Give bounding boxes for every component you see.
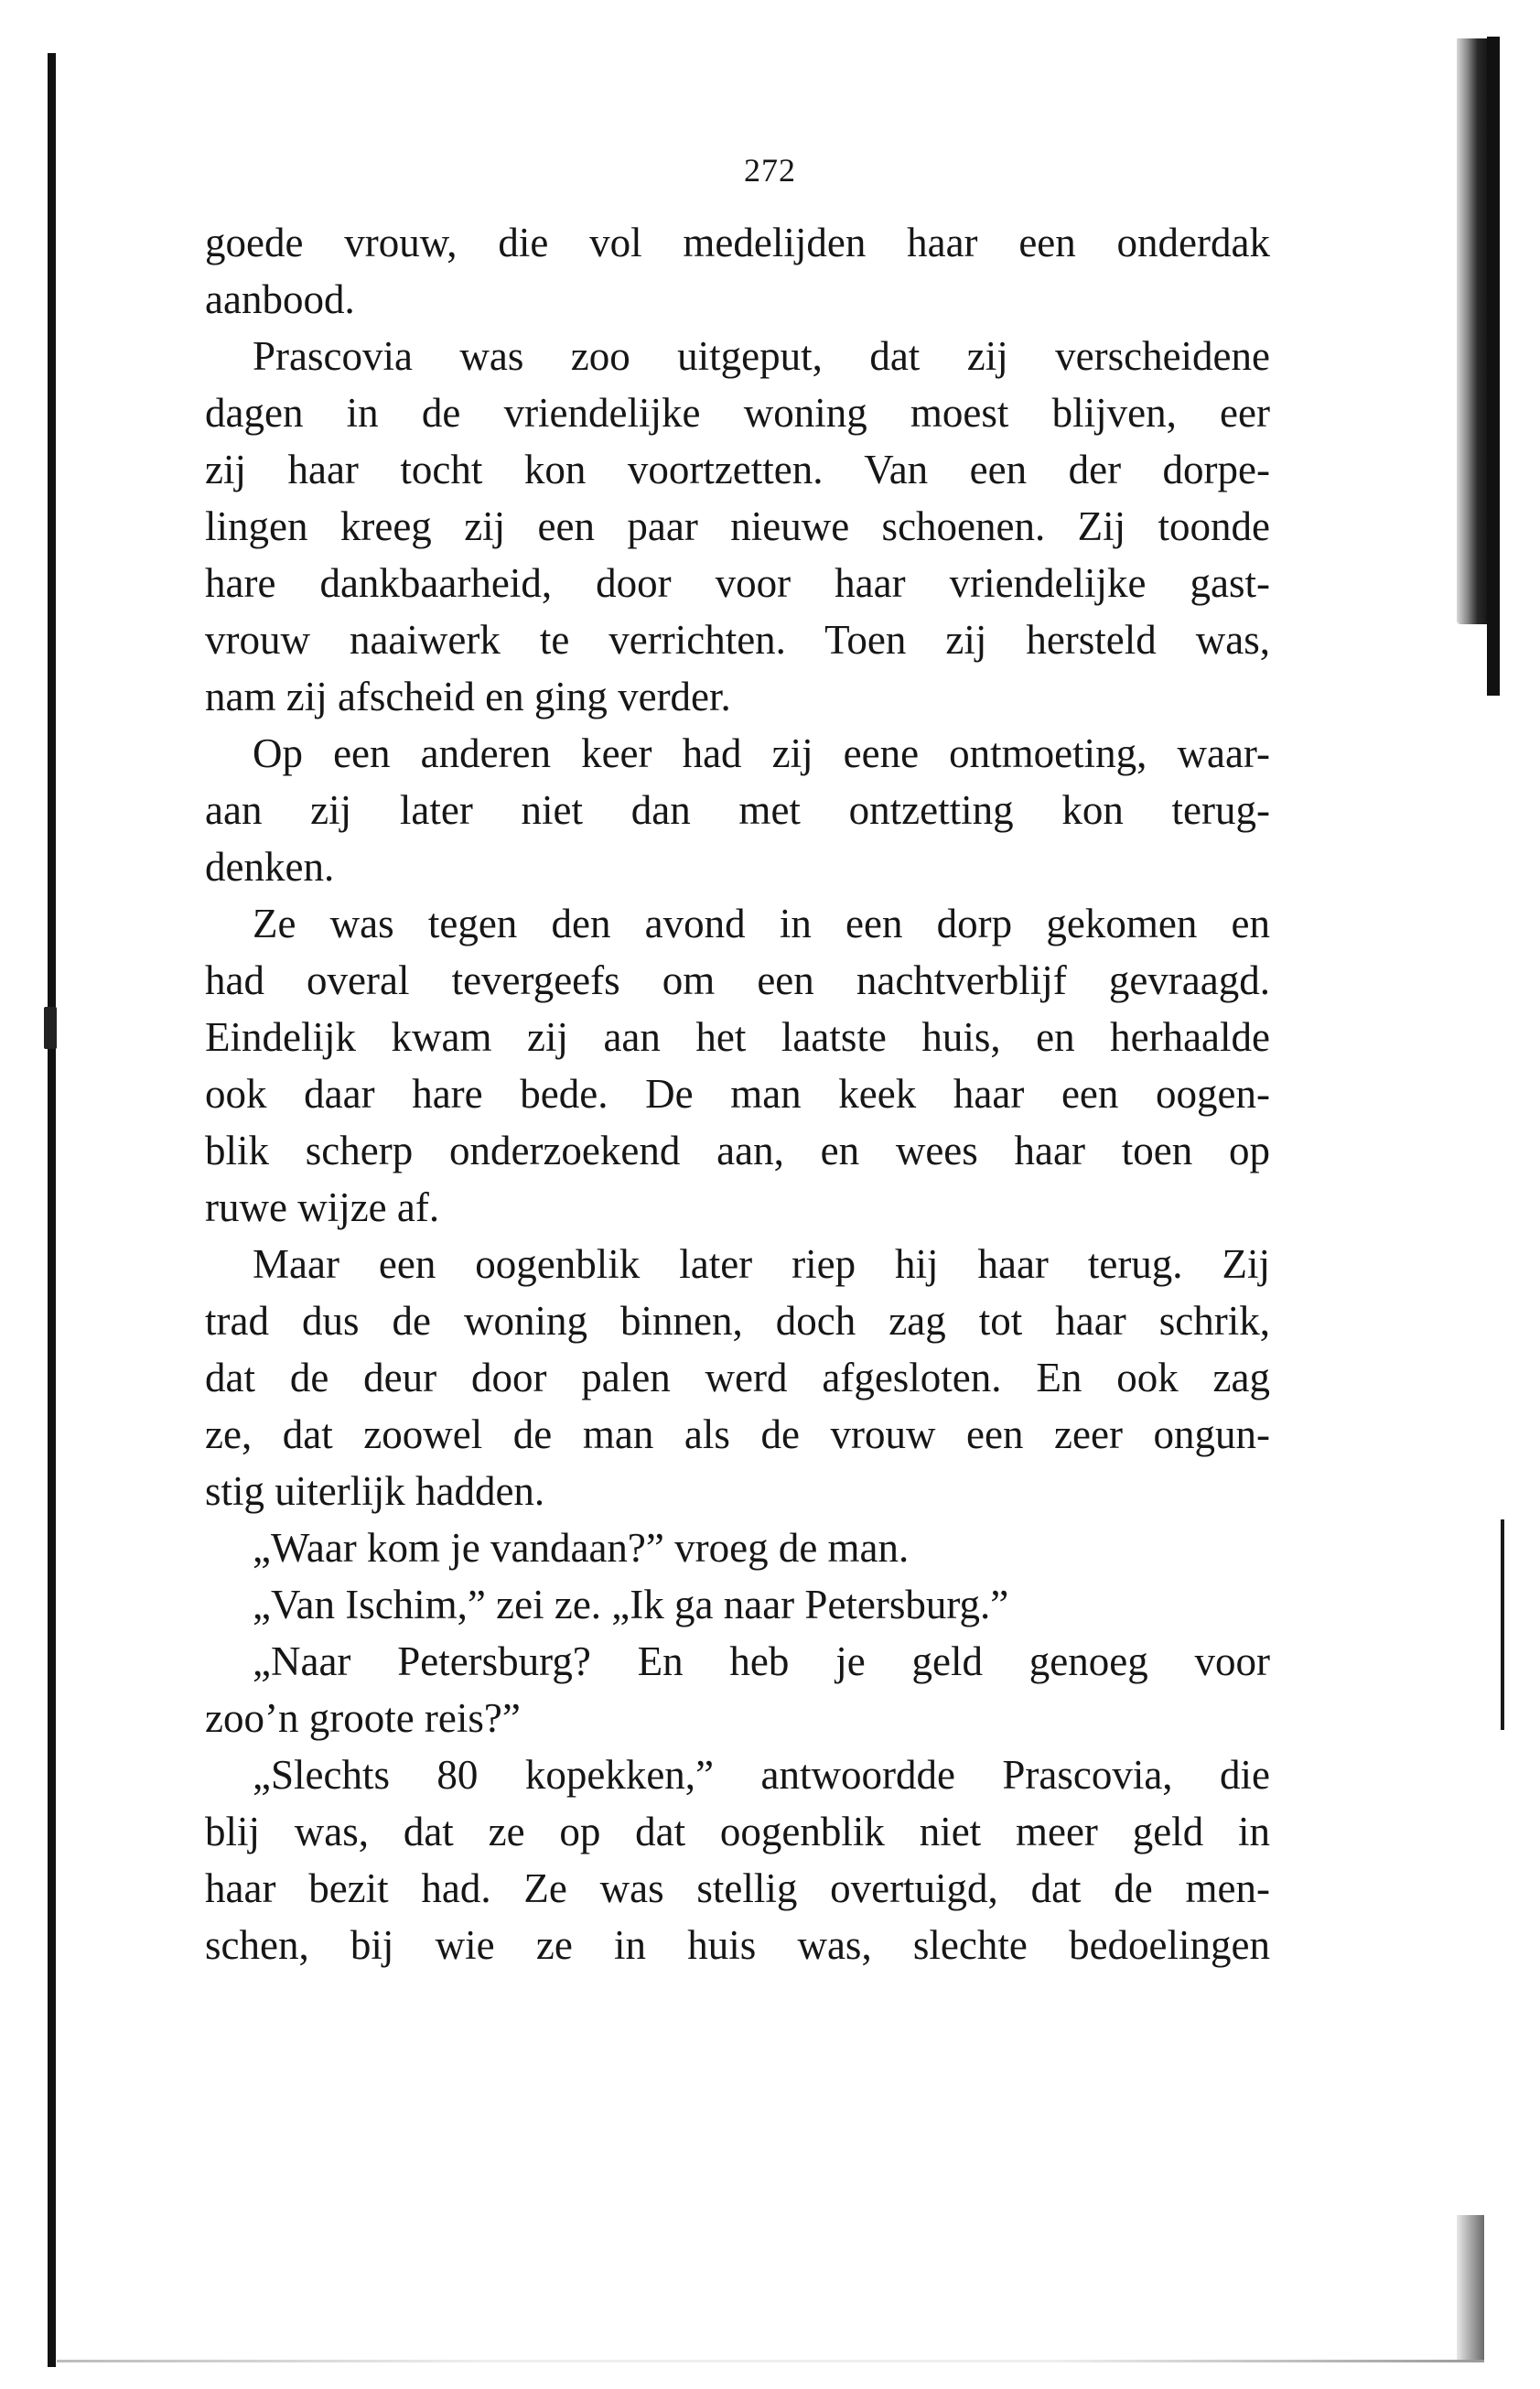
text-line: Op een anderen keer had zij eene ontmoeting, waar- — [253, 730, 1270, 776]
text-line: Prascovia was zoo uitgeput, dat zij verscheidene — [253, 333, 1270, 379]
text-line: schen, bij wie ze in huis was, slechte bedoelingen — [205, 1922, 1270, 1968]
text-line: vrouw naaiwerk te verrichten. Toen zij hersteld was, — [205, 617, 1270, 663]
text-line: zij haar tocht kon voortzetten. Van een der dorpe- — [205, 447, 1270, 492]
page-number: 272 — [744, 152, 796, 189]
text-line: „Waar kom je vandaan?” vroeg de man. — [253, 1525, 910, 1571]
text-line: nam zij afscheid en ging verder. — [205, 674, 731, 719]
text-line: „Slechts 80 kopekken,” antwoordde Prascovia, die — [253, 1752, 1270, 1798]
binding-mark — [44, 1007, 57, 1049]
text-line: aan zij later niet dan met ontzetting kon terug- — [205, 787, 1270, 833]
text-line: goede vrouw, die vol medelijden haar een onderdak — [205, 220, 1270, 265]
text-line: trad dus de woning binnen, doch zag tot haar schrik, — [205, 1298, 1270, 1344]
body-text — [205, 214, 1270, 1973]
text-line: blij was, dat ze op dat oogenblik niet meer geld in — [205, 1809, 1270, 1854]
scan-shadow-right-bottom — [1457, 2215, 1484, 2362]
text-line: haar bezit had. Ze was stellig overtuigd, dat de men- — [205, 1865, 1270, 1911]
text-line: Maar een oogenblik later riep hij haar terug. Zij — [253, 1241, 1270, 1287]
text-line: zoo’n groote reis?” — [205, 1695, 521, 1741]
text-line: ze, dat zoowel de man als de vrouw een zeer ongun- — [205, 1411, 1270, 1457]
text-line: Eindelijk kwam zij aan het laatste huis, en herhaalde — [205, 1014, 1270, 1060]
scan-edge-right-mid — [1501, 1519, 1504, 1730]
text-line: had overal tevergeefs om een nachtverblijf gevraagd. — [205, 957, 1270, 1003]
binding-edge-left — [48, 53, 56, 2367]
text-line: ook daar hare bede. De man keek haar een oogen- — [205, 1071, 1270, 1117]
text-line: „Naar Petersburg? En heb je geld genoeg voor — [253, 1638, 1270, 1684]
text-line: dat de deur door palen werd afgesloten. En ook zag — [205, 1355, 1270, 1400]
text-line: aanbood. — [205, 276, 355, 322]
text-line: lingen kreeg zij een paar nieuwe schoenen. Zij toonde — [205, 503, 1270, 549]
scan-edge-bottom — [57, 2360, 1484, 2362]
text-line: dagen in de vriendelijke woning moest blijven, eer — [205, 390, 1270, 436]
text-line: „Van Ischim,” zei ze. „Ik ga naar Petersburg.” — [253, 1582, 1009, 1627]
scan-edge-right — [1487, 37, 1500, 696]
text-line: Ze was tegen den avond in een dorp gekomen en — [253, 901, 1270, 946]
text-line: stig uiterlijk hadden. — [205, 1468, 545, 1514]
text-line: ruwe wijze af. — [205, 1184, 440, 1230]
text-line: blik scherp onderzoekend aan, en wees haar toen op — [205, 1128, 1270, 1173]
text-line: hare dankbaarheid, door voor haar vriendelijke gast- — [205, 560, 1270, 606]
text-line: denken. — [205, 844, 335, 890]
